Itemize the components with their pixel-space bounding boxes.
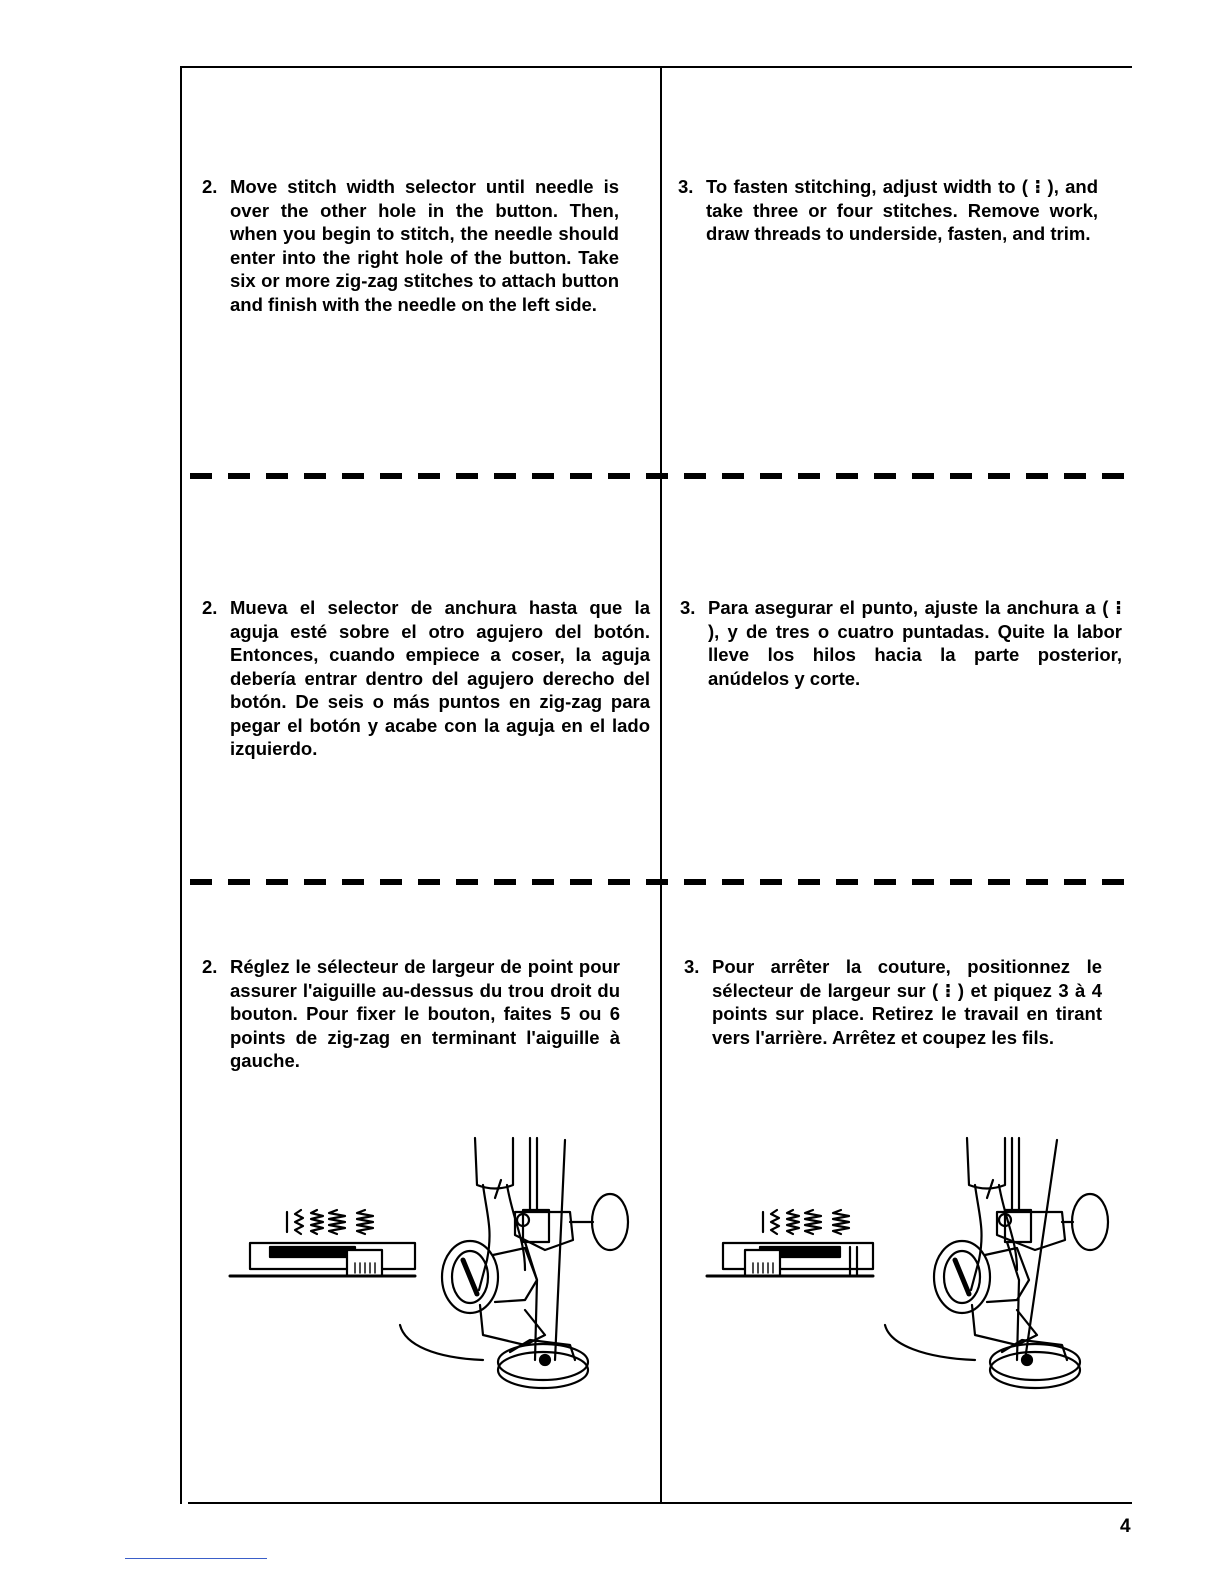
sewing-foot-illustration-left [225, 1130, 640, 1400]
footer-link-rule [125, 1558, 267, 1559]
step-text: Réglez le sélecteur de largeur de point pour assurer l'aiguille au-dessus du trou droit du bouton. Pour fixer le bouton, faites 5 ou 6 points de zig-zag en terminant l'aiguille à gauche. [230, 956, 620, 1071]
stitch-width-scale-icon [287, 1210, 373, 1234]
section-divider-2 [190, 879, 1130, 885]
step-text: To fasten stitching, adjust width to ( ⁝ ), and take three or four stitches. Remove work, draw threads to underside, fasten, and trim. [706, 176, 1098, 244]
frame-center-divider [660, 66, 662, 1504]
page-number: 4 [1120, 1516, 1131, 1537]
english-step-2 [202, 175, 619, 316]
step-number: 3. [678, 176, 694, 197]
english-step-3 [678, 175, 1098, 246]
spanish-step-3 [680, 596, 1122, 690]
step-text: Move stitch width selector until needle is over the other hole in the button. Then, when you begin to stitch, the needle should enter into the right hole of the button. Take six or more zig-zag stitches to attach button and finish with the needle on the left side. [230, 176, 619, 315]
step-number: 2. [202, 176, 218, 197]
frame-left-border [180, 66, 182, 1504]
step-text: Para asegurar el punto, ajuste la anchura a ( ⁝ ), y de tres o cuatro puntadas. Quite la labor lleve los hilos hacia la parte posterior, anúdelos y corte. [708, 597, 1122, 689]
french-step-2 [202, 955, 620, 1073]
step-text: Pour arrêter la couture, positionnez le sélecteur de largeur sur ( ⁝ ) et piquez 3 à 4 points sur place. Retirez le travail en tirant vers l'arrière. Arrêtez et coupez les fils. [712, 956, 1102, 1048]
french-step-3 [684, 955, 1102, 1049]
sewing-foot-illustration-right [705, 1130, 1125, 1400]
step-number: 3. [684, 956, 700, 977]
step-text: Mueva el selector de anchura hasta que la aguja esté sobre el otro agujero del botón. Entonces, cuando empiece a coser, la aguja debería entrar dentro del agujero derecho del botón. De seis o más puntos en zig-zag para pegar el botón y acabe con la aguja en el lado izquierdo. [230, 597, 650, 759]
step-number: 2. [202, 597, 218, 618]
frame-top-border [180, 66, 1132, 68]
section-divider-1 [190, 473, 1130, 479]
stitch-width-scale-icon [763, 1210, 849, 1234]
spanish-step-2 [202, 596, 650, 761]
step-number: 3. [680, 597, 696, 618]
step-number: 2. [202, 956, 218, 977]
